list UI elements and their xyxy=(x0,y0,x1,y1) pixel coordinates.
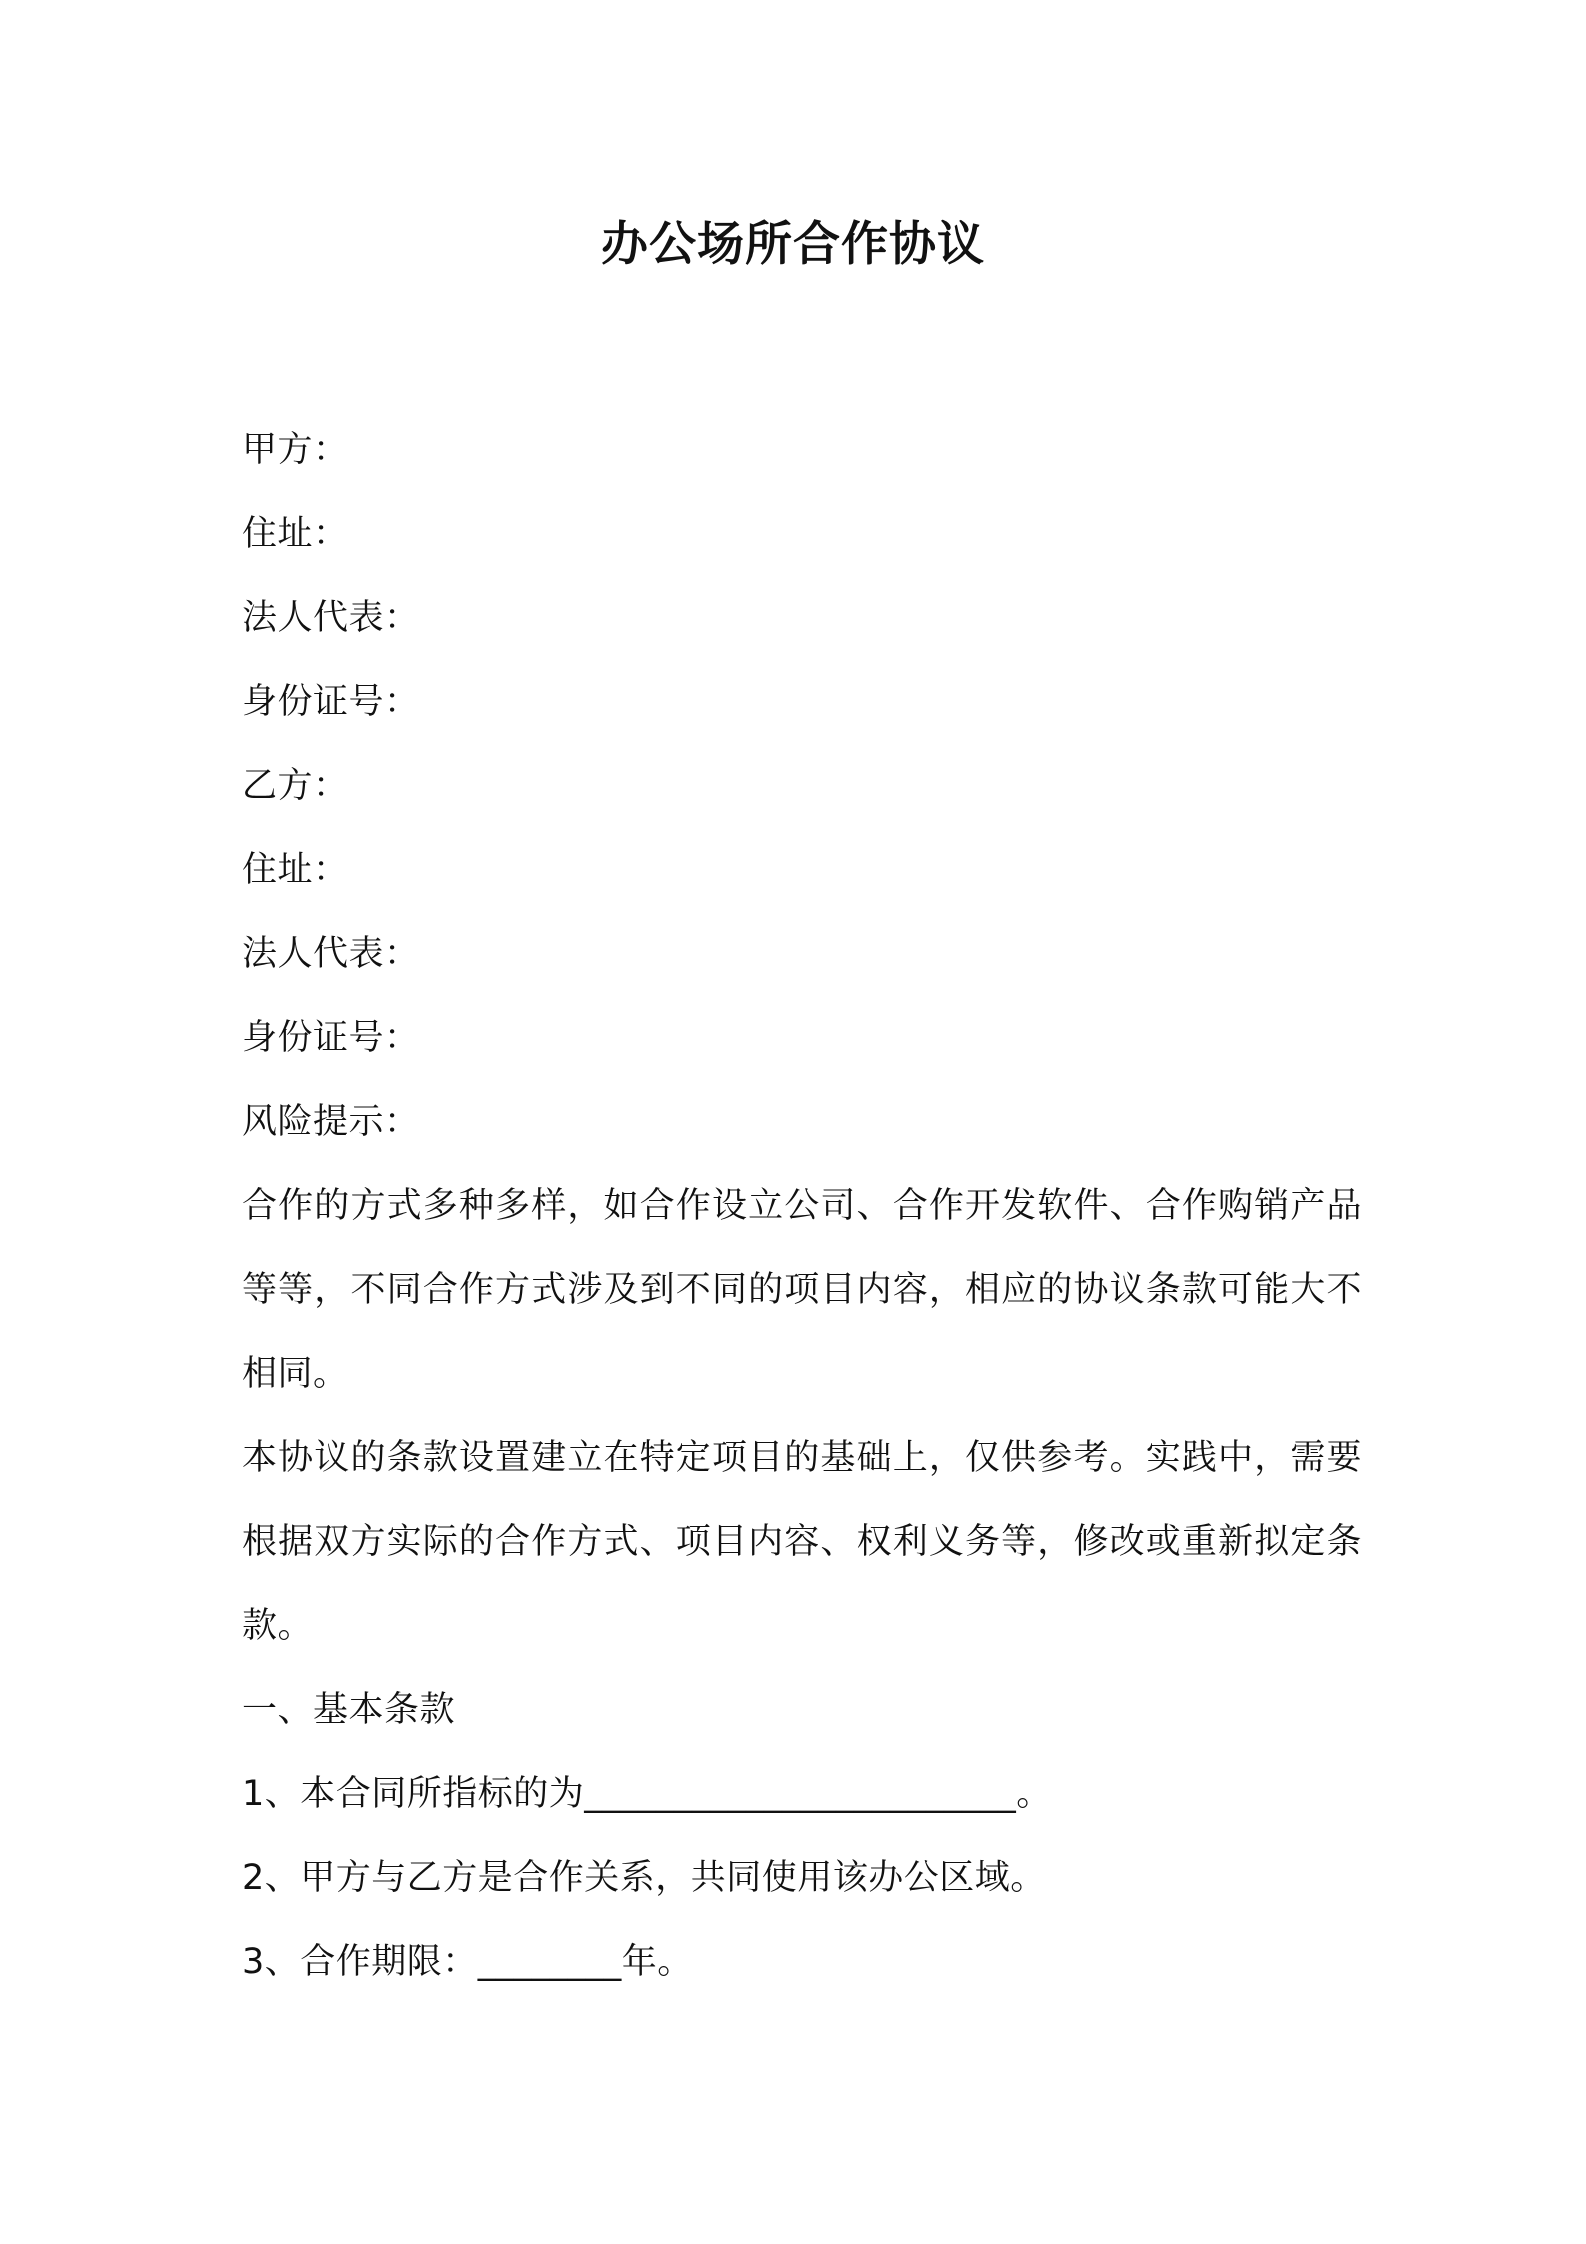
risk-notice-paragraph-1: 合作的方式多种多样，如合作设立公司、合作开发软件、合作购销产品等等，不同合作方式涉及到不同的项目内容，相应的协议条款可能大不相同。 xyxy=(242,1186,1362,1394)
party-b-legal-rep-label: 法人代表： xyxy=(242,934,420,974)
clause-3: 3、合作期限：________年。 xyxy=(242,1942,693,1982)
risk-notice-heading: 风险提示： xyxy=(242,1102,420,1142)
document-body xyxy=(242,408,1362,2004)
party-a-address-label: 住址： xyxy=(242,514,349,554)
section-1-heading: 一、基本条款 xyxy=(242,1690,456,1730)
document-title: 办公场所合作协议 xyxy=(601,217,985,272)
party-b-id-label: 身份证号： xyxy=(242,1018,420,1058)
party-b-name-label: 乙方： xyxy=(242,766,349,806)
clause-2: 2、甲方与乙方是合作关系，共同使用该办公区域。 xyxy=(242,1858,1046,1898)
party-b-address-label: 住址： xyxy=(242,850,349,890)
risk-notice-paragraph-2: 本协议的条款设置建立在特定项目的基础上，仅供参考。实践中，需要根据双方实际的合作方式、项目内容、权利义务等，修改或重新拟定条款。 xyxy=(242,1438,1362,1646)
party-a-id-label: 身份证号： xyxy=(242,682,420,722)
party-a-name-label: 甲方： xyxy=(242,430,349,470)
clause-1: 1、本合同所指标的为________________________。 xyxy=(242,1774,1052,1814)
party-a-legal-rep-label: 法人代表： xyxy=(242,598,420,638)
